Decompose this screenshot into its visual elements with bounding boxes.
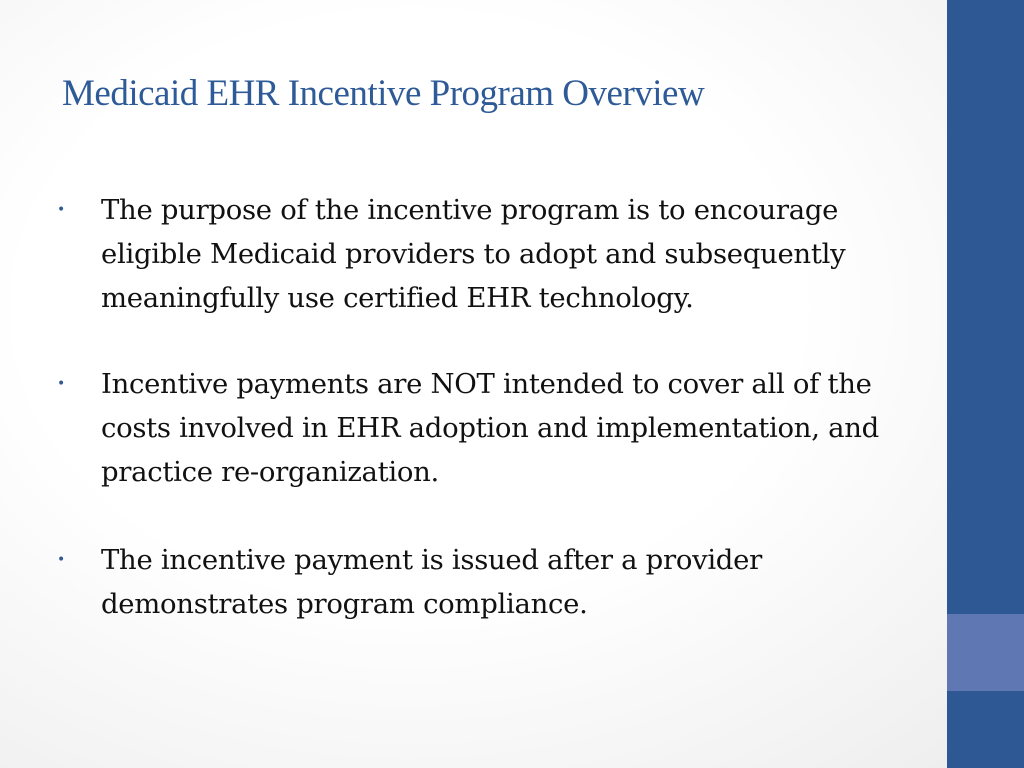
bullet-text: The purpose of the incentive program is to encourage eligible Medicaid providers to adopt and subsequently meaningfully use certified EHR technology. — [101, 194, 846, 314]
bullet-icon: • — [57, 552, 65, 568]
bullet-icon: • — [57, 376, 65, 392]
slide-title: Medicaid EHR Incentive Program Overview — [62, 73, 705, 114]
bullet-text: The incentive payment is issued after a provider demonstrates program compliance. — [101, 544, 762, 620]
bullet-text: Incentive payments are NOT intended to cover all of the costs involved in EHR adoption and implementation, and practice re-organization. — [101, 368, 879, 488]
bullet-item — [57, 188, 907, 320]
bullet-item — [57, 538, 907, 626]
side-decor-accent — [947, 614, 1024, 691]
bullet-item — [57, 362, 907, 494]
bullet-list — [57, 188, 907, 670]
bullet-icon: • — [57, 202, 65, 218]
